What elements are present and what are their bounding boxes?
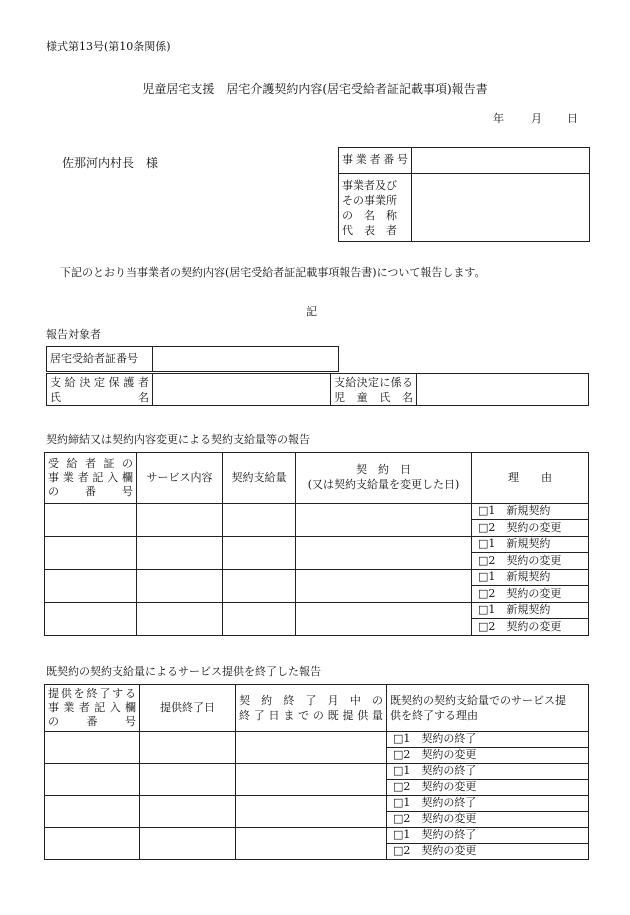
guardian-child-table <box>46 373 589 406</box>
contract-row-service[interactable] <box>137 570 223 603</box>
addressee: 佐那河内村長 様 <box>62 156 159 170</box>
reason-contract-change[interactable]: □2 契約の変更 <box>387 844 589 860</box>
certificate-table <box>46 346 339 372</box>
reason-contract-change[interactable]: □2 契約の変更 <box>387 748 589 764</box>
termination-row-end-date[interactable] <box>140 796 236 828</box>
reason-contract-change[interactable]: □2 契約の変更 <box>387 780 589 796</box>
date-day: 日 <box>567 112 578 125</box>
reason-contract-end[interactable]: □1 契約の終了 <box>387 828 589 844</box>
termination-row-number[interactable] <box>45 796 140 828</box>
document-title: 児童居宅支援 居宅介護契約内容(居宅受給者証記載事項)報告書 <box>142 82 488 96</box>
ki-mark: 記 <box>306 305 317 318</box>
termination-row-provided[interactable] <box>236 732 387 764</box>
termination-row-number[interactable] <box>45 732 140 764</box>
termination-row-provided[interactable] <box>236 764 387 796</box>
contract-header-amount: 契約支給量 <box>223 453 296 504</box>
form-number: 様式第13号(第10条関係) <box>46 40 171 53</box>
termination-row-number[interactable] <box>45 828 140 860</box>
intro-text: 下記のとおり当事業者の契約内容(居宅受給者証記載事項報告書)について報告します。 <box>60 266 486 279</box>
reason-contract-change[interactable]: □2 契約の変更 <box>472 520 589 537</box>
termination-header-end-date: 提供終了日 <box>140 685 236 732</box>
date-year: 年 <box>493 112 504 125</box>
reason-contract-end[interactable]: □1 契約の終了 <box>387 796 589 812</box>
provider-name-field[interactable] <box>412 174 590 242</box>
termination-row-end-date[interactable] <box>140 764 236 796</box>
contract-row-service[interactable] <box>137 537 223 570</box>
contract-row-date[interactable] <box>296 537 472 570</box>
contract-row-number[interactable] <box>45 570 137 603</box>
guardian-name-field[interactable] <box>153 374 331 406</box>
section1-heading: 契約締結又は契約内容変更による契約支給量等の報告 <box>46 433 310 446</box>
reason-new-contract[interactable]: □1 新規契約 <box>472 603 589 619</box>
reason-new-contract[interactable]: □1 新規契約 <box>472 570 589 586</box>
termination-table <box>44 684 589 860</box>
termination-header-number: 提供を終了する 事業者記入欄 の 番 号 <box>45 685 140 732</box>
provider-table <box>338 147 590 242</box>
reason-new-contract[interactable]: □1 新規契約 <box>472 504 589 520</box>
termination-row-provided[interactable] <box>236 796 387 828</box>
termination-header-provided: 契約終了月中の 終了日までの既提供量 <box>236 685 387 732</box>
provider-name-label: 事業者及び その事業所 の 名 称 代 表 者 <box>339 174 412 242</box>
contract-table <box>44 452 589 636</box>
contract-header-service: サービス内容 <box>137 453 223 504</box>
termination-row-number[interactable] <box>45 764 140 796</box>
termination-row-end-date[interactable] <box>140 828 236 860</box>
provider-number-field[interactable] <box>412 148 590 174</box>
reason-contract-change[interactable]: □2 契約の変更 <box>472 553 589 570</box>
reason-contract-change[interactable]: □2 契約の変更 <box>472 586 589 603</box>
child-name-field[interactable] <box>417 374 589 406</box>
guardian-name-label: 支給決定保護者 氏 名 <box>47 374 153 406</box>
reason-new-contract[interactable]: □1 新規契約 <box>472 537 589 553</box>
section2-heading: 既契約の契約支給量によるサービス提供を終了した報告 <box>46 665 321 678</box>
reason-contract-change[interactable]: □2 契約の変更 <box>472 619 589 636</box>
contract-row-amount[interactable] <box>223 570 296 603</box>
contract-row-date[interactable] <box>296 504 472 537</box>
reason-contract-end[interactable]: □1 契約の終了 <box>387 764 589 780</box>
contract-header-reason: 理 由 <box>472 453 589 504</box>
certificate-number-label: 居宅受給者証番号 <box>47 347 153 372</box>
reason-contract-change[interactable]: □2 契約の変更 <box>387 812 589 828</box>
contract-header-number: 受給者証の 事業者記入欄 の 番 号 <box>45 453 137 504</box>
contract-row-number[interactable] <box>45 537 137 570</box>
contract-row-date[interactable] <box>296 570 472 603</box>
contract-header-date: 契 約 日 (又は契約支給量を変更した日) <box>296 453 472 504</box>
contract-row-amount[interactable] <box>223 537 296 570</box>
termination-header-reason: 既契約の契約支給量でのサービス提 供を終了する理由 <box>387 685 589 732</box>
termination-row-provided[interactable] <box>236 828 387 860</box>
child-name-label: 支給決定に係る 児 童 氏 名 <box>331 374 417 406</box>
contract-row-number[interactable] <box>45 603 137 636</box>
contract-row-service[interactable] <box>137 504 223 537</box>
contract-row-amount[interactable] <box>223 603 296 636</box>
contract-row-date[interactable] <box>296 603 472 636</box>
contract-row-number[interactable] <box>45 504 137 537</box>
reason-contract-end[interactable]: □1 契約の終了 <box>387 732 589 748</box>
provider-number-label: 事業者番号 <box>339 148 412 174</box>
termination-row-end-date[interactable] <box>140 732 236 764</box>
contract-row-amount[interactable] <box>223 504 296 537</box>
date-month: 月 <box>531 112 542 125</box>
contract-row-service[interactable] <box>137 603 223 636</box>
target-heading: 報告対象者 <box>46 328 101 341</box>
certificate-number-field[interactable] <box>153 347 339 372</box>
